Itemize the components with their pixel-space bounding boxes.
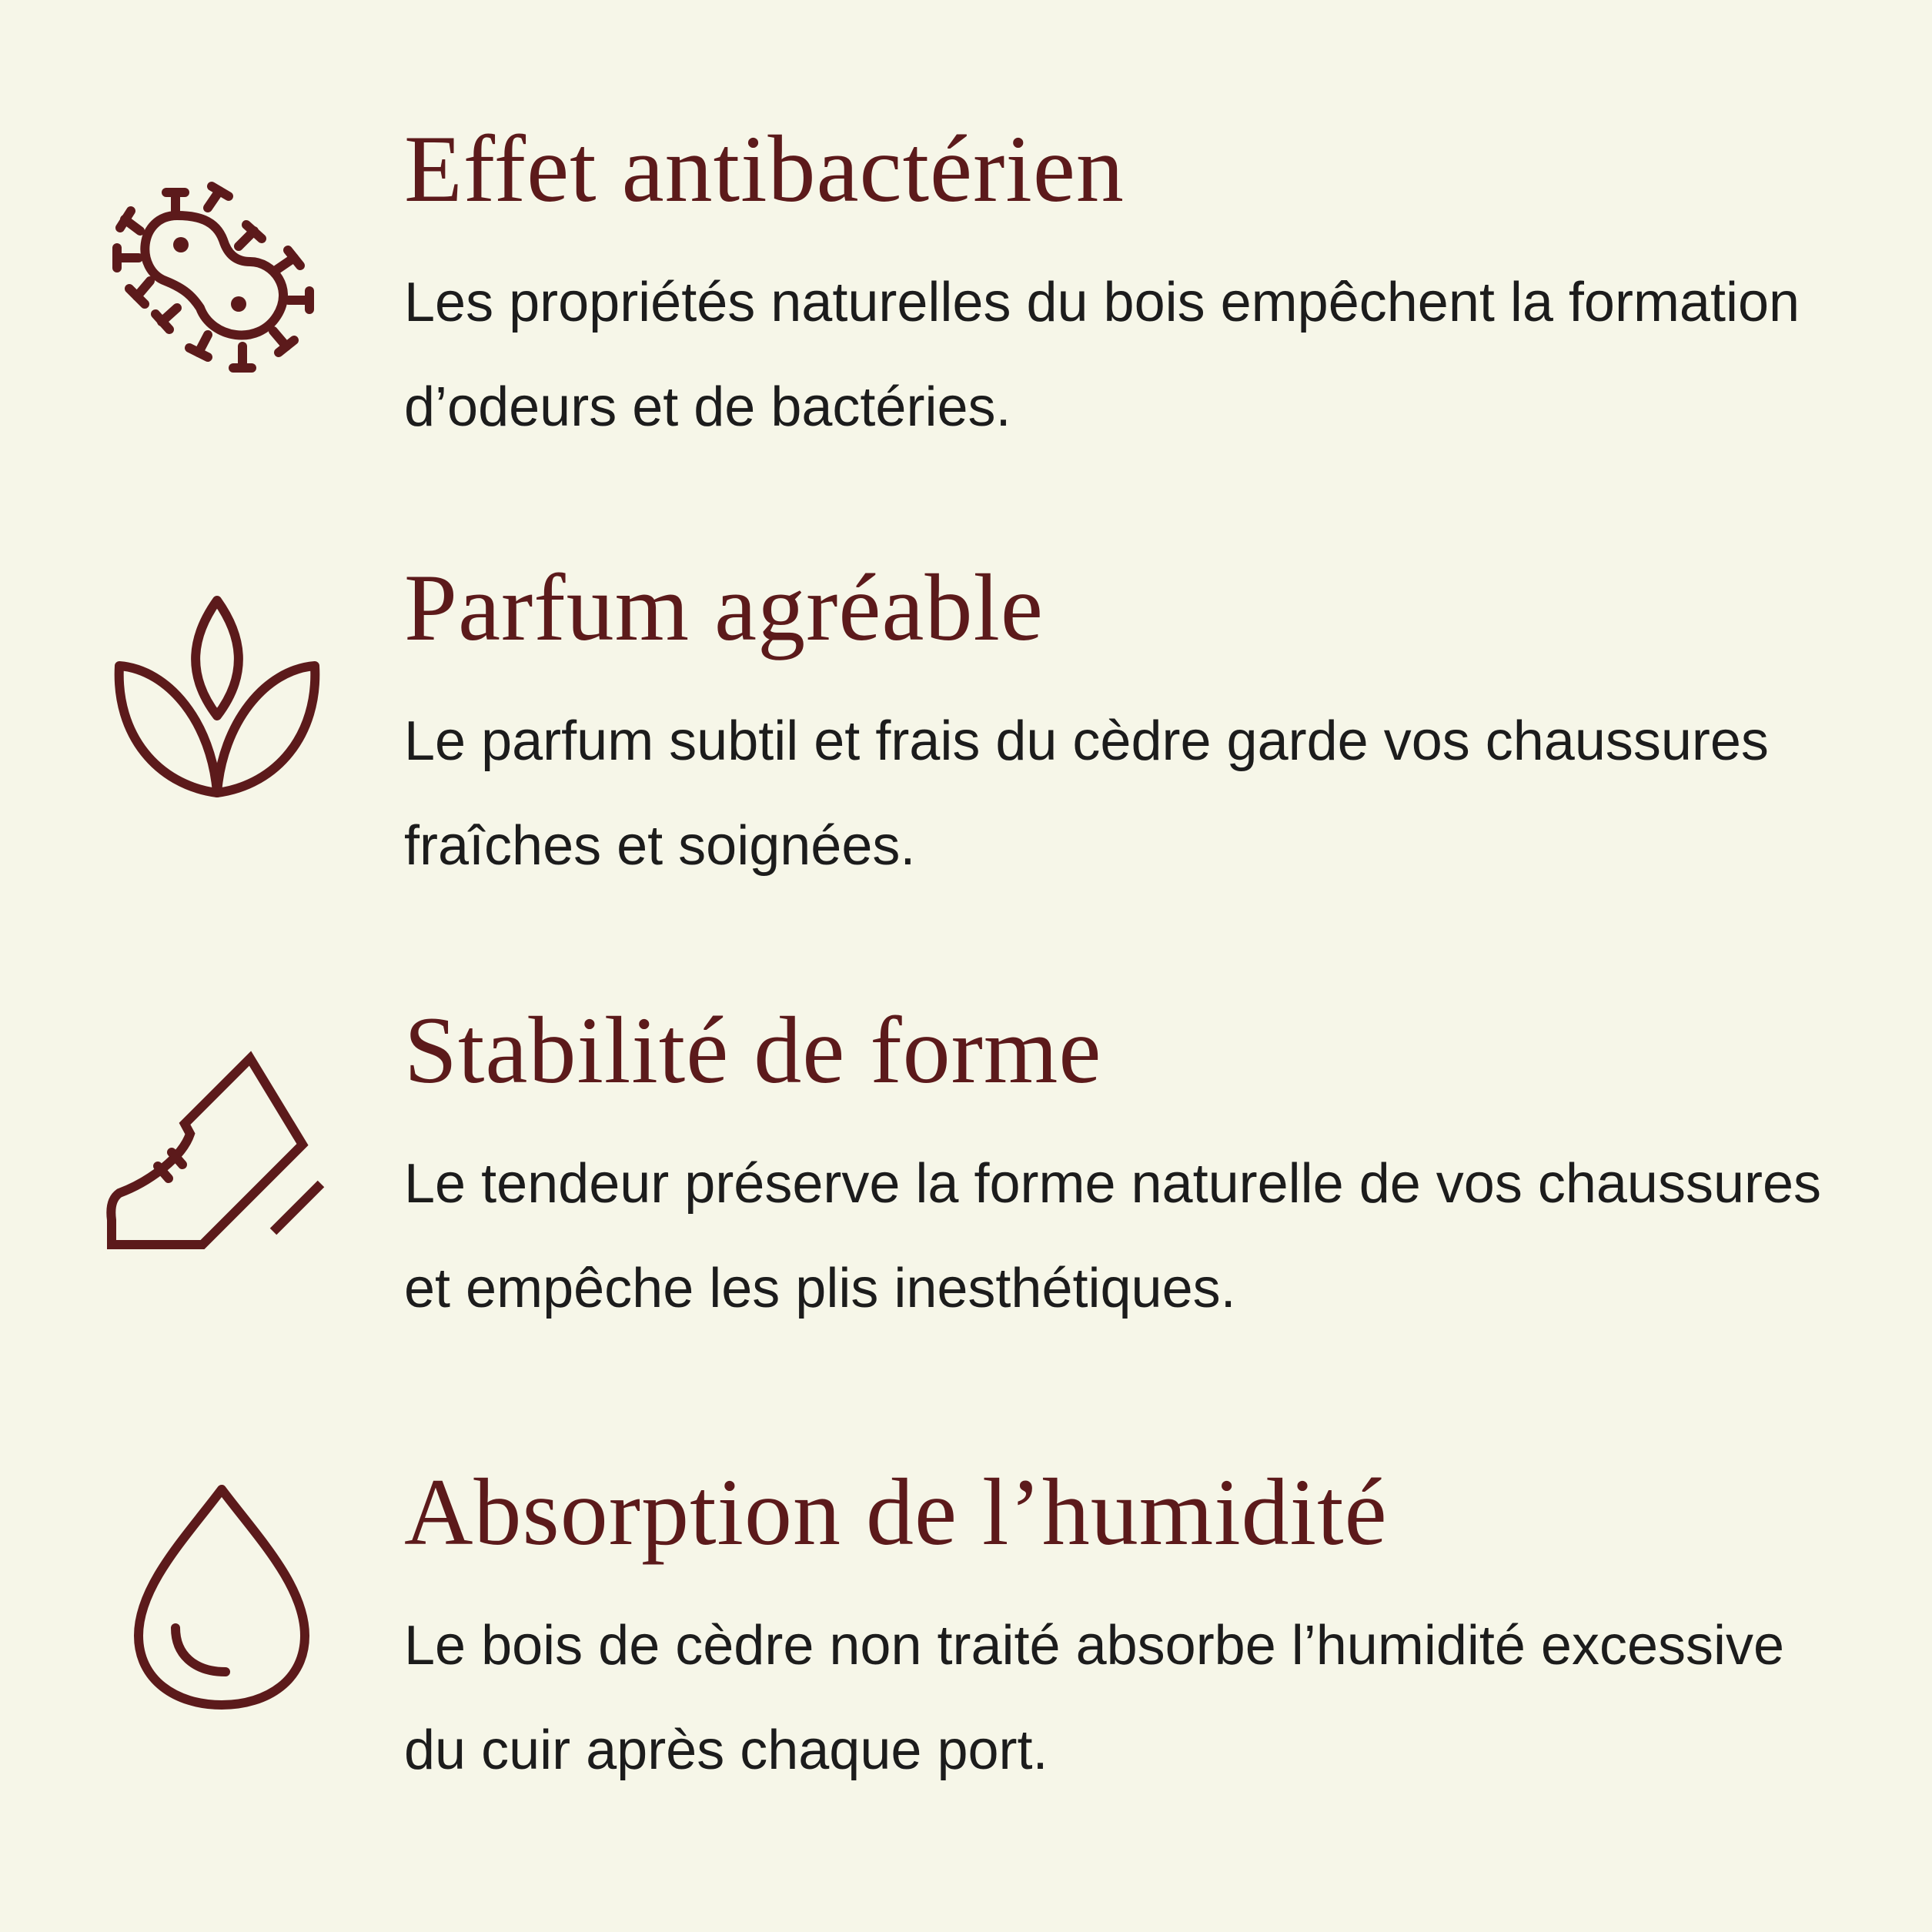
shoe-icon — [96, 1035, 343, 1282]
feature-title: Parfum agréable — [404, 555, 1044, 660]
feature-title: Stabilité de forme — [404, 998, 1102, 1103]
feature-description: Le parfum subtil et frais du cèdre garde vos chaussures fraîches et soignées. — [404, 710, 1769, 877]
feature-title: Effet antibactérien — [404, 116, 1125, 222]
leaf-icon — [96, 589, 343, 835]
bacteria-icon — [92, 154, 339, 400]
feature-description: Le tendeur préserve la forme naturelle de vos chaussures et empêche les plis inesthétiques. — [404, 1153, 1822, 1319]
water-drop-icon — [99, 1470, 345, 1716]
feature-title: Absorption de l’humidité — [404, 1459, 1388, 1565]
feature-description: Le bois de cèdre non traité absorbe l’humidité excessive du cuir après chaque port. — [404, 1615, 1785, 1781]
feature-description: Les propriétés naturelles du bois empêchent la formation d’odeurs et de bactéries. — [404, 272, 1800, 438]
